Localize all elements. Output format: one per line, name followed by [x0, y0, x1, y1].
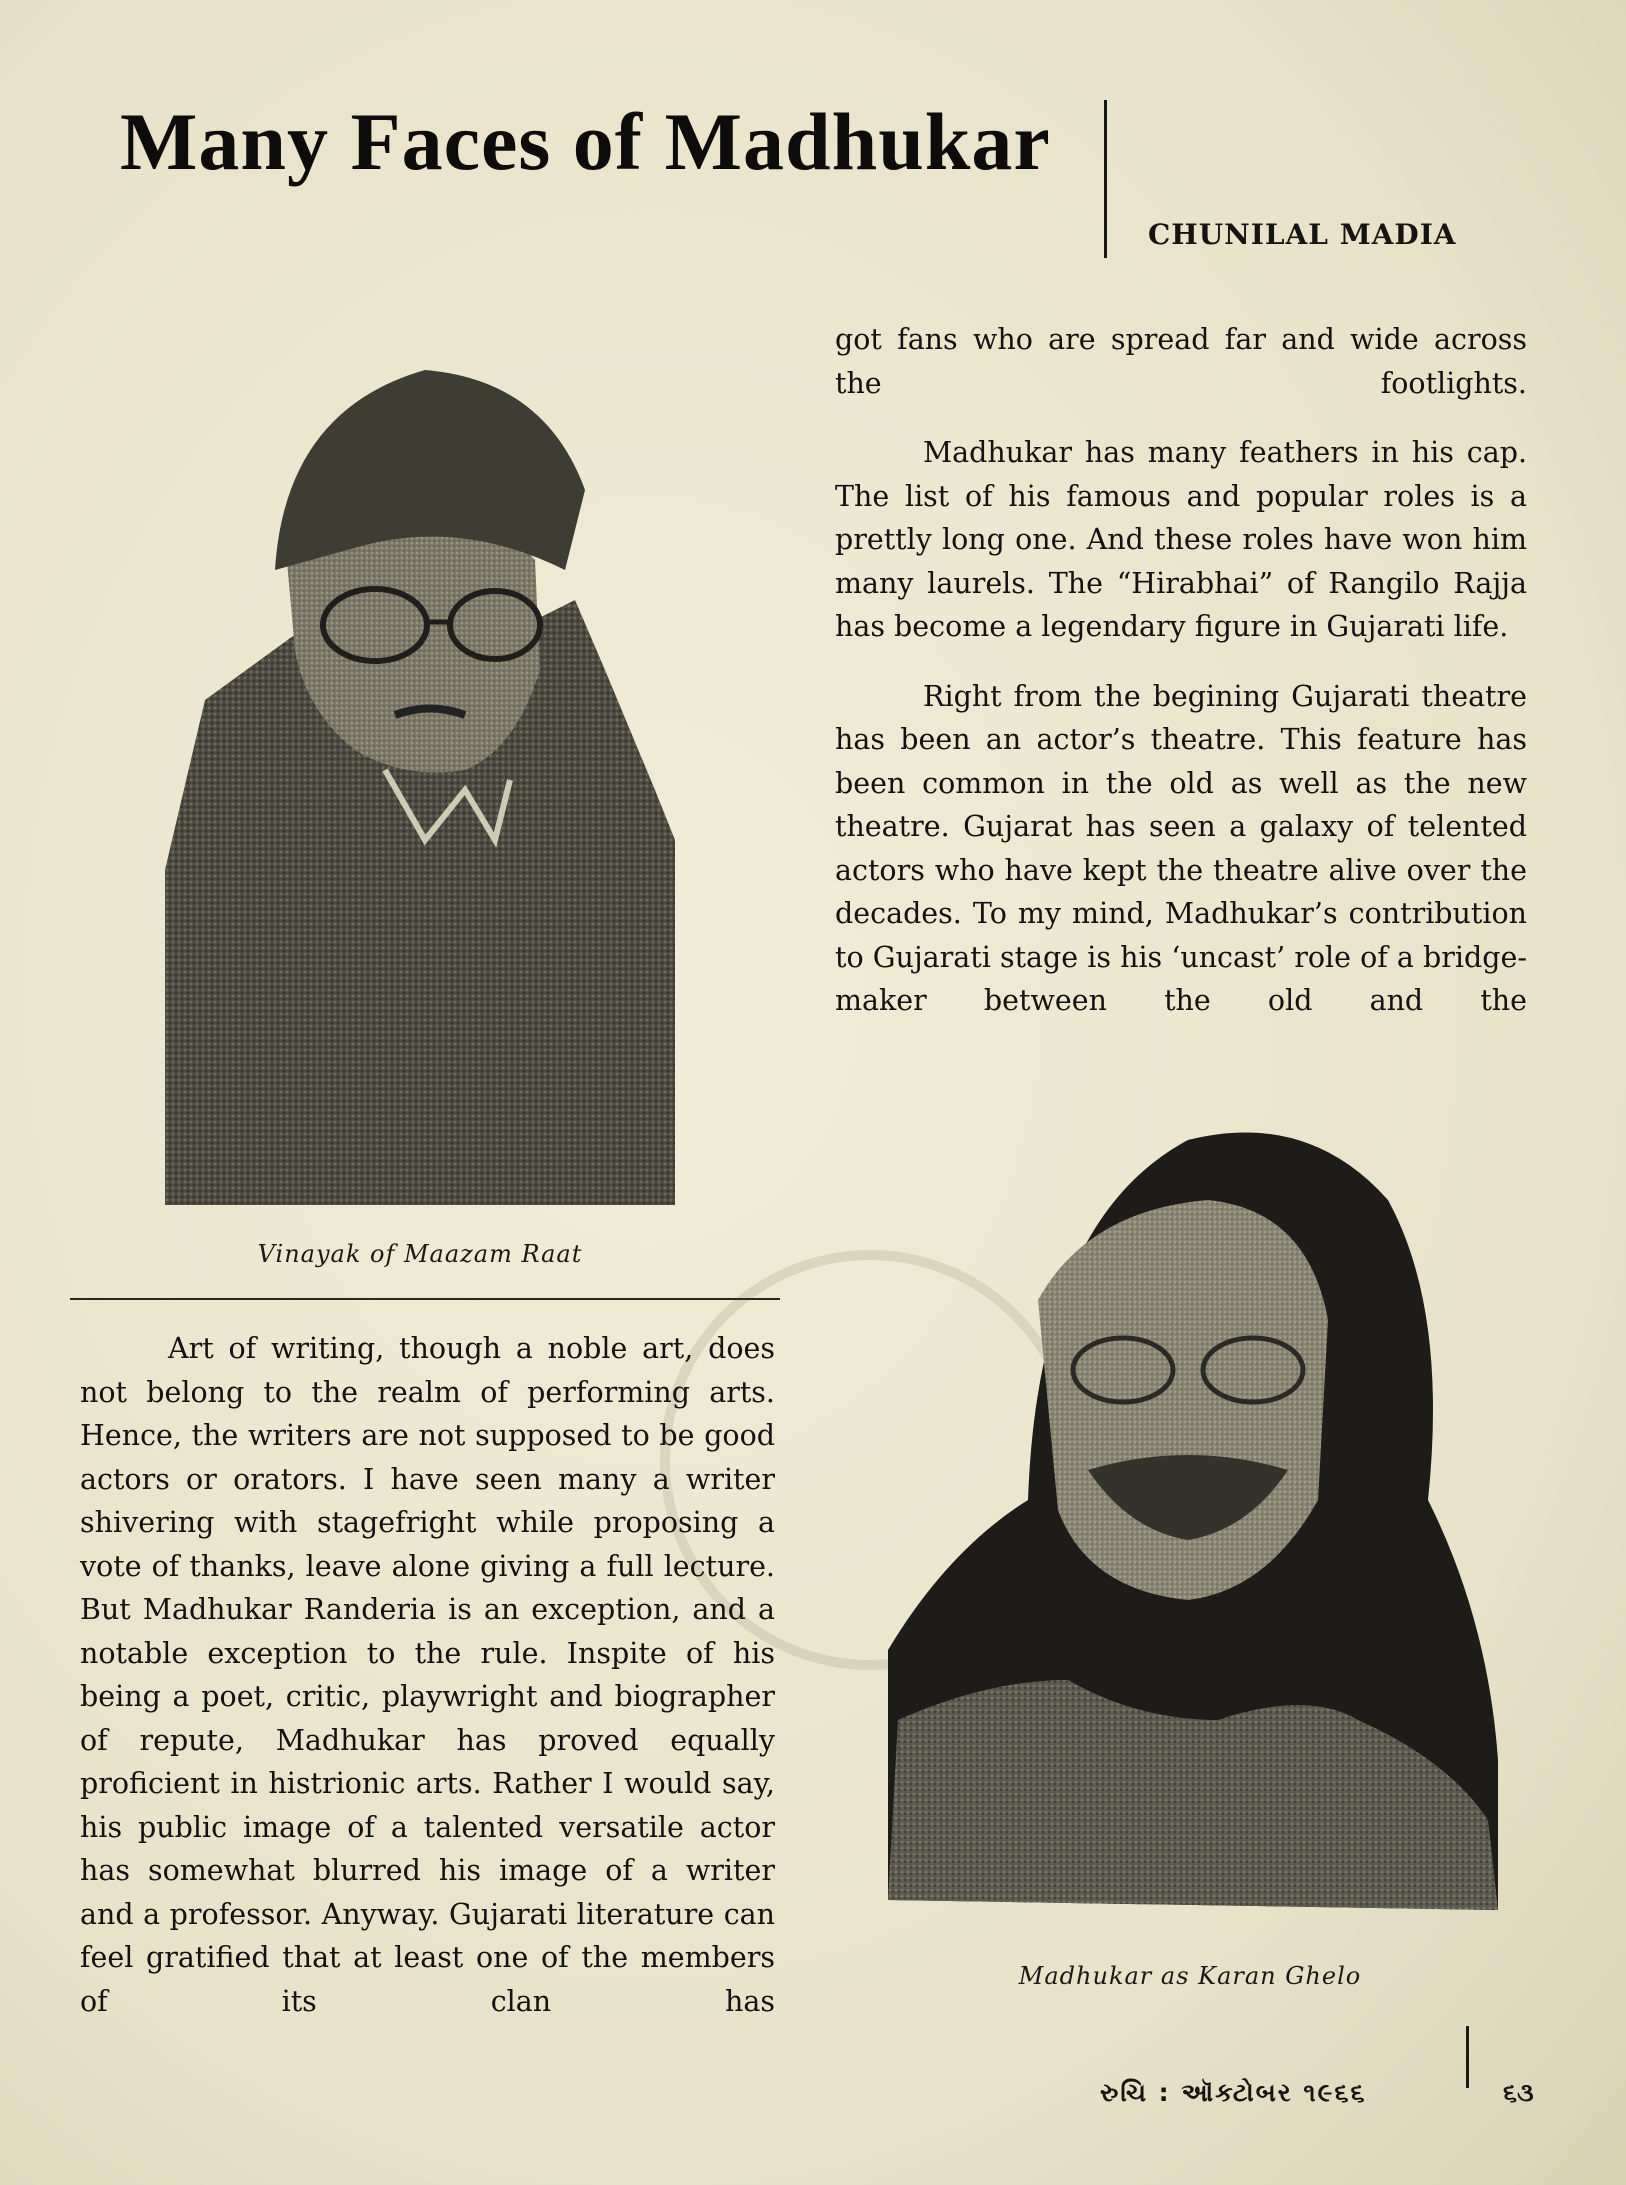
photo-vinayak — [165, 370, 675, 1205]
footer-divider — [1466, 2026, 1469, 2088]
photo-caption: Madhukar as Karan Ghelo — [1018, 1962, 1362, 1990]
left-column — [80, 1327, 775, 2049]
paragraph: Art of writing, though a noble art, does not belong to the realm of performing arts. Hence, the writers are not supposed to be good actors or orators. I have seen many a writer shivering with stagefright while proposing a vote of thanks, leave alone giving a full lecture. But Madhukar Randeria is an exception, and a notable exception to the rule. Inspite of his being a poet, critic, playwright and biographer of repute, Madhukar has proved equally proficient in histrionic arts. Rather I would say, his public image of a talented versatile actor has somewhat blurred his image of a writer and a professor. Anyway. Gujarati literature can feel gratified that at least one of the members of its clan has — [80, 1332, 775, 2018]
paragraph: got fans who are spread far and wide across the footlights. — [835, 323, 1527, 400]
article-title: Many Faces of Madhukar — [120, 96, 1051, 187]
paragraph: Madhukar has many feathers in his cap. The list of his famous and popular roles is a prettly long one. And these roles have won him many laurels. The “Hirabhai” of Rangilo Rajja has become a legendary figure in Gujarati life. — [835, 436, 1527, 643]
photo-caption: Vinayak of Maazam Raat — [257, 1240, 583, 1268]
journal-issue: રુચિ : ઑક્ટોબર ૧૯૬૬ — [1100, 2078, 1367, 2107]
caption-divider — [70, 1298, 780, 1300]
author-name: CHUNILAL MADIA — [1148, 218, 1457, 251]
photo-karan-ghelo — [888, 1120, 1498, 1910]
right-column — [835, 318, 1527, 1049]
title-divider — [1104, 100, 1107, 258]
page-number: ૬૩ — [1503, 2078, 1534, 2107]
paragraph: Right from the begining Gujarati theatre has been an actor’s theatre. This feature has been common in the old as well as the new theatre. Gujarat has seen a galaxy of telented actors who have kept the theatre alive over the decades. To my mind, Madhukar’s contribution to Gujarati stage is his ‘uncast’ role of a bridge-maker between the old and the — [835, 679, 1527, 1017]
